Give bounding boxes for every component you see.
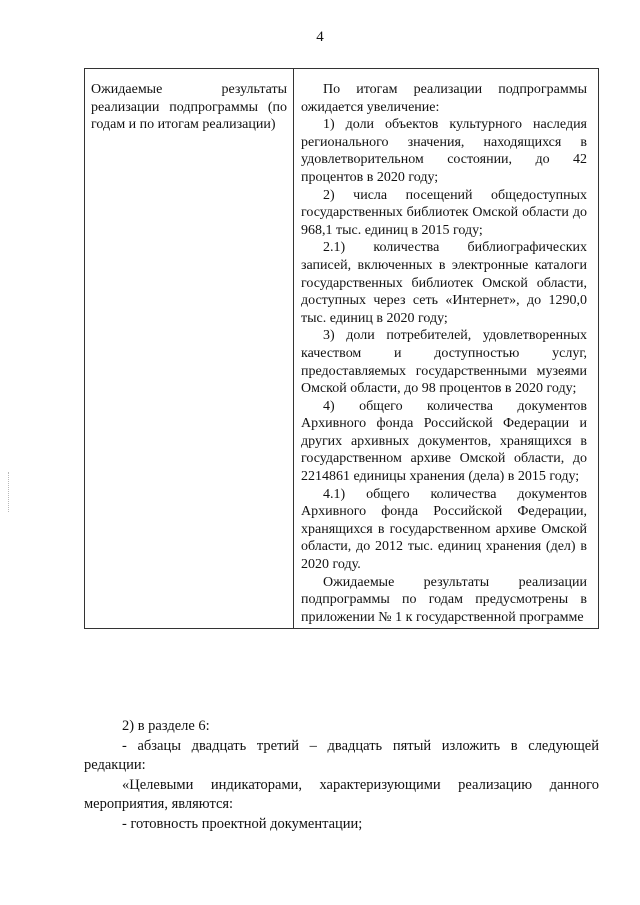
table-paragraph-intro: По итогам реализации подпрограммы ожидается увеличение:	[301, 82, 587, 115]
table-paragraph-item-2: 2) числа посещений общедоступных государственных библиотек Омской области до 968,1 тыс. единиц в 2015 году;	[301, 187, 587, 238]
body-text	[84, 717, 599, 834]
body-paragraph-list-item: - готовность проектной документации;	[122, 815, 363, 832]
table-paragraph-item-3: 3) доли потребителей, удовлетворенных качеством и доступностью услуг, предоставляемых государственными музеями Омской области, до 98 процентов в 2020 году;	[301, 328, 587, 397]
body-paragraph-indicators: «Целевыми индикаторами, характеризующими реализацию данного мероприятия, являются:	[84, 776, 599, 812]
table-content-cell	[294, 69, 599, 629]
table-paragraph-item-4-1: 4.1) общего количества документов Архивного фонда Российской Федерации, хранящихся в государственном архиве Омской области, до 2012 тыс. единиц хранения (дел) в 2020 году.	[301, 486, 587, 573]
table-paragraph-item-1: 1) доли объектов культурного наследия регионального значения, находящихся в удовлетворительном состоянии, до 42 процентов в 2020 году;	[301, 117, 587, 185]
table-paragraph-item-2-1: 2.1) количества библиографических записей, включенных в электронные каталоги государственных библиотек Омской области, доступных через сеть «Интернет», до 1290,0 тыс. единиц в 2020 году;	[301, 240, 587, 326]
results-table	[84, 68, 599, 629]
table-paragraph-note: Ожидаемые результаты реализации подпрограммы по годам предусмотрены в приложении № 1 к государственной программе	[301, 574, 587, 625]
table-paragraph-item-4: 4) общего количества документов Архивного фонда Российской Федерации и других архивных документов, хранящихся в государственном архиве Омской области, до 2214861 единицы хранения (дела) в 2015 году;	[301, 398, 587, 485]
table-label-cell: Ожидаемые результаты реализации подпрограммы (по годам и по итогам реализации)	[85, 69, 294, 629]
body-paragraph-section: 2) в разделе 6:	[122, 718, 210, 734]
page-number: 4	[316, 29, 324, 45]
margin-mark	[8, 472, 9, 512]
table-row	[85, 69, 599, 629]
body-paragraph-instruction: - абзацы двадцать третий – двадцать пятый изложить в следующей редакции:	[84, 737, 599, 773]
